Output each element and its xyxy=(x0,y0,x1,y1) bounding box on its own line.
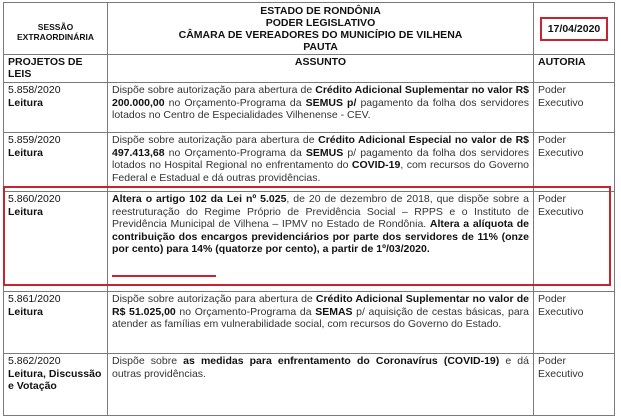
author-cell: Poder Executivo xyxy=(534,354,615,416)
chamber-name: CÂMARA DE VEREADORES DO MUNICÍPIO DE VILHENA xyxy=(178,29,463,41)
subject-segment: , com recursos do Governo Federal e Estadual e dá outras providências. xyxy=(112,159,529,184)
subject-segment: no Orçamento-Programa da xyxy=(175,305,316,318)
session-type: EXTRAORDINÁRIA xyxy=(17,32,94,42)
project-number: 5.858/2020 xyxy=(8,84,61,96)
subject-cell xyxy=(108,83,534,133)
table-row xyxy=(4,133,615,192)
table-row xyxy=(4,292,615,354)
subject-bold-segment: as medidas para enfrentamento do Coronavírus (COVID-19) xyxy=(183,355,500,367)
subject-text xyxy=(112,134,529,184)
subject-bold-segment: Altera o artigo 102 da Lei nº 5.025 xyxy=(112,193,287,205)
subject-segment: e dá outras providências. xyxy=(112,355,529,380)
project-cell xyxy=(4,292,108,354)
author-cell: Poder Executivo xyxy=(534,133,615,192)
subject-segment: , de 20 de dezembro de 2018, que dispõe sobre a reestruturação do Regime Próprio de Previdência Social – RPPS e o Instituto de Previdência Municipal de Vilhena – IPMV no Estado de Rondônia. xyxy=(112,193,529,230)
power-name: PODER LEGISLATIVO xyxy=(265,17,376,29)
project-cell xyxy=(4,133,108,192)
table-row xyxy=(4,354,615,416)
subject-text xyxy=(112,355,529,380)
subject-bold-segment: Altera a alíquota de contribuição dos encargos previdenciários por parte dos servidores de 11% (onze por cento) para 14% (quatorze por cento), a partir de 1º/03/2020. xyxy=(112,218,529,255)
column-header-assunto: ASSUNTO xyxy=(108,55,534,83)
column-header-projetos: PROJETOS DE LEIS xyxy=(4,55,108,83)
project-number: 5.862/2020 xyxy=(8,355,61,367)
project-cell xyxy=(4,83,108,133)
project-phase: Leitura xyxy=(8,205,44,218)
subject-text xyxy=(112,84,529,121)
column-header-row xyxy=(4,55,615,83)
subject-bold-segment: SEMAS xyxy=(315,305,353,318)
subject-cell xyxy=(108,292,534,354)
session-label: SESSÃO xyxy=(37,22,74,32)
subject-bold-segment: SEMUS xyxy=(305,146,344,159)
subject-cell xyxy=(108,354,534,416)
author-cell: Poder Executivo xyxy=(534,192,615,292)
subject-bold-segment: COVID-19 xyxy=(351,159,401,171)
header-row xyxy=(4,3,615,55)
subject-segment: p/ aquisição de cestas básicas, para atender as famílias em vulnerabilidade social, com recursos do Governo do Estado. xyxy=(112,305,529,330)
subject-bold-segment: Crédito Adicional Suplementar no valor de R$ 51.025,00 xyxy=(112,293,529,318)
session-type-cell xyxy=(4,3,108,55)
author-cell: Poder Executivo xyxy=(534,83,615,133)
column-header-autoria: AUTORIA xyxy=(534,55,615,83)
table-row xyxy=(4,83,615,133)
date-cell xyxy=(534,3,615,55)
table-row xyxy=(4,192,615,292)
project-cell xyxy=(4,192,108,292)
project-number: 5.860/2020 xyxy=(8,193,61,205)
project-phase: Leitura xyxy=(8,305,44,318)
agenda-table xyxy=(3,2,615,416)
subject-segment: Dispõe sobre xyxy=(112,355,184,367)
subject-segment: Dispõe sobre autorização para abertura de xyxy=(112,84,316,96)
subject-segment: no Orçamento-Programa da xyxy=(164,96,306,109)
state-name: ESTADO DE RONDÔNIA xyxy=(260,5,381,17)
subject-segment: Dispõe sobre autorização para abertura de xyxy=(112,293,316,305)
project-phase: Leitura, Discussão e Votação xyxy=(8,367,102,392)
author-cell: Poder Executivo xyxy=(534,292,615,354)
subject-bold-segment: Crédito Adicional Suplementar no valor R$ 200.000,00 xyxy=(112,84,529,109)
subject-segment: p/ pagamento da folha dos servidores lotados no Hospital Regional no enfrentamento do xyxy=(112,146,529,171)
subject-bold-segment: SEMUS p/ xyxy=(305,96,357,109)
subject-bold-segment: Crédito Adicional Especial no valor de R$ 497.413,68 xyxy=(112,134,529,159)
project-cell xyxy=(4,354,108,416)
subject-segment: Dispõe sobre autorização para abertura de xyxy=(112,134,319,146)
subject-cell xyxy=(108,192,534,292)
subject-text xyxy=(112,193,529,255)
subject-segment: no Orçamento-Programa da xyxy=(164,146,306,159)
project-number: 5.859/2020 xyxy=(8,134,61,146)
project-number: 5.861/2020 xyxy=(8,293,61,305)
session-date: 17/04/2020 xyxy=(540,17,609,41)
subject-text xyxy=(112,293,529,330)
project-phase: Leitura xyxy=(8,96,44,109)
pauta-title: PAUTA xyxy=(303,41,338,53)
subject-segment: pagamento da folha dos servidores lotados no Centro de Especialidades Vilhenense - CEV. xyxy=(112,96,529,121)
subject-cell xyxy=(108,133,534,192)
project-phase: Leitura xyxy=(8,146,44,159)
letterhead xyxy=(108,3,534,55)
